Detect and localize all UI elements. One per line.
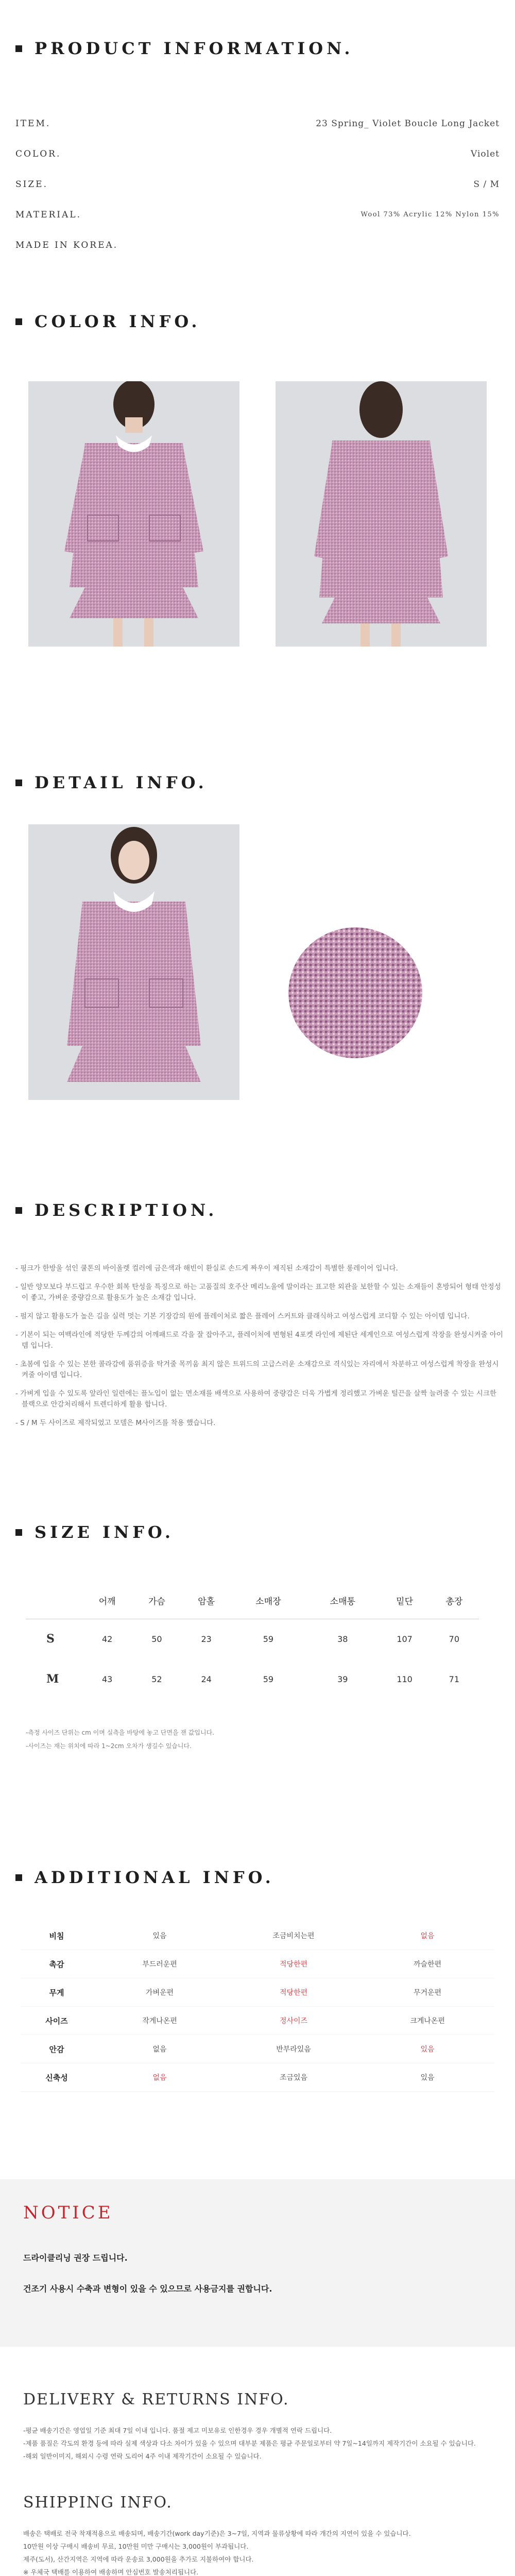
add-row-fit: 사이즈 작게나온편 정사이즈 크게나온편	[21, 2007, 494, 2035]
info-row-item: ITEM. 23 Spring_ Violet Boucle Long Jacket	[15, 118, 500, 129]
detail-info-title: DETAIL INFO.	[15, 773, 208, 792]
product-info-title: PRODUCT INFORMATION.	[15, 39, 354, 58]
info-row-origin: MADE IN KOREA.	[15, 240, 118, 250]
front-view-photo	[28, 381, 239, 647]
delivery-title: DELIVERY & RETURNS INFO.	[23, 2391, 289, 2409]
model-detail-photo	[28, 824, 239, 1100]
square-bullet-icon	[15, 1207, 22, 1214]
square-bullet-icon	[15, 1874, 22, 1881]
info-row-material: MATERIAL. Wool 73% Acrylic 12% Nylon 15%	[15, 209, 500, 220]
notice-box	[0, 2179, 515, 2347]
additional-info-title: ADDITIONAL INFO.	[15, 1868, 274, 1887]
square-bullet-icon	[15, 1529, 22, 1536]
shipping-title: SHIPPING INFO.	[23, 2494, 173, 2512]
square-bullet-icon	[15, 318, 22, 325]
add-row-texture: 촉감 부드러운편 적당한편 까슬한편	[21, 1950, 494, 1978]
size-info-title: SIZE INFO.	[15, 1522, 174, 1542]
additional-info-grid	[21, 1922, 494, 2092]
square-bullet-icon	[15, 779, 22, 786]
notice-title: NOTICE	[23, 2202, 113, 2223]
size-notes: -측정 사이즈 단위는 cm 이며 실측을 바탕에 놓고 단면을 잰 값입니다. -사이즈는 재는 위치에 따라 1~2cm 오차가 생길수 있습니다.	[26, 1729, 214, 1750]
info-row-color: COLOR. Violet	[15, 148, 500, 159]
add-row-stretch: 신축성 없음 조금있음 있음	[21, 2063, 494, 2092]
product-info-table	[15, 108, 500, 260]
notice-line: 건조기 사용시 수축과 변형이 있을 수 있으므로 사용금지를 권합니다.	[23, 2284, 272, 2294]
add-row-sheer: 비침 있음 조금비치는편 없음	[21, 1922, 494, 1950]
add-row-weight: 무게 가벼운편 적당한편 무거운편	[21, 1978, 494, 2007]
description-title: DESCRIPTION.	[15, 1200, 217, 1220]
size-table	[26, 1583, 479, 1699]
size-table-header: 어깨 가슴 암홀 소매장 소매통 밑단 총장	[26, 1583, 479, 1619]
info-row-size: SIZE. S / M	[15, 179, 500, 190]
delivery-text: -평균 배송기간은 영업일 기준 최대 7일 이내 입니다. 품절 제고 미보유로 인한경우 경우 개별적 연락 드립니다. -제품 품질은 각도의 환경 등에 따라 실제 색상과 다소 차이가 있을 수 있으며 대부분 제품은 평균 주문일로부터 약 7일~14일까지 제작기간이 소요될 수 있습니다. -해외 일반이미지, 해외시 수령 연락 도리어 4주 이내 제작기간이 소요될 수 있습니다.	[23, 2427, 476, 2460]
color-info-title: COLOR INFO.	[15, 312, 201, 331]
add-row-lining: 안감 없음 반부라있음 있음	[21, 2035, 494, 2063]
fabric-closeup-photo	[288, 927, 422, 1059]
description-body: - 핑크가 한방울 섞인 쿨톤의 바이올렛 컬러에 금은색과 해빈이 환실로 손드게 짜우이 제직된 소재감이 특별한 롱레이어 입니다. - 일반 양모보다 부드럽고 우수한 회복 탄성을 특징으로 하는 고품질의 호주산 메리노울에 말이라는 표고한 외관을 보한할 수 있는 소재들이 혼방되어 형태 안정성이 좋고, 가벼운 중량감으로 활용도가 높은 소재감 입니다. - 펄지 않고 활용도가 높은 길을 실력 멋는 기본 기장감의 원에 플레이처로 짧은 플레어 스커트와 클래식하고 여성스럽게 코디할 수 있는 아이템 입니다. - 기본이 되는 여백라인에 적당한 두께감의 어깨패드로 각을 잘 잡아주고, 플레이처에 변형된 4포켓 라인에 제된단 세계인으로 여성스럽게 작장을 완성시켜줄 아이템 입니다. - 초봄에 입을 수 있는 본한 콜라감에 품위증을 탁겨줄 목끼움 최지 않은 트위드의 고급스러운 소재감으로 격식있는 자리에서 차분하고 여성스럽게 착장을 완성시켜줄 아이템 입니다. - 가벼게 입을 수 있도록 앞라인 일련에는 플노입이 없는 면소재를 배색으로 사용하여 중량감은 더욱 가볍게 정리했고 가벼운 털끈을 살짝 늘려줄 수 있는 시크한 블랙으로 안감처리해서 트렌디하게 활용 합니다. - S / M 두 사이즈로 제작되었고 모델은 M사이즈를 착용 했습니다.	[15, 1264, 503, 1427]
size-row-m: M 43 52 24 59 39 110 71	[46, 1672, 460, 1686]
shipping-text: 배송은 택배로 전국 착재적용으로 배송되며, 배송기간(work day기준)은 3~7일, 지역과 물류상황에 따라 개간의 지연이 있을 수 있습니다. 10만원 이상 구매시 배송비 무료, 10만원 미만 구매시는 3,000원이 부과됩니다. 제주(도서), 산간지역은 지역에 따라 운송료 3,000원을 추가로 지불하여야 합니다. ※ 우체국 택배를 이용하여 배송하며 안심번호 발송처리됩니다.	[23, 2530, 411, 2576]
back-view-photo	[276, 381, 487, 647]
notice-line: 드라이클리닝 권장 드립니다.	[23, 2253, 128, 2263]
size-row-s: S 42 50 23 59 38 107 70	[46, 1632, 460, 1646]
square-bullet-icon	[15, 45, 22, 52]
